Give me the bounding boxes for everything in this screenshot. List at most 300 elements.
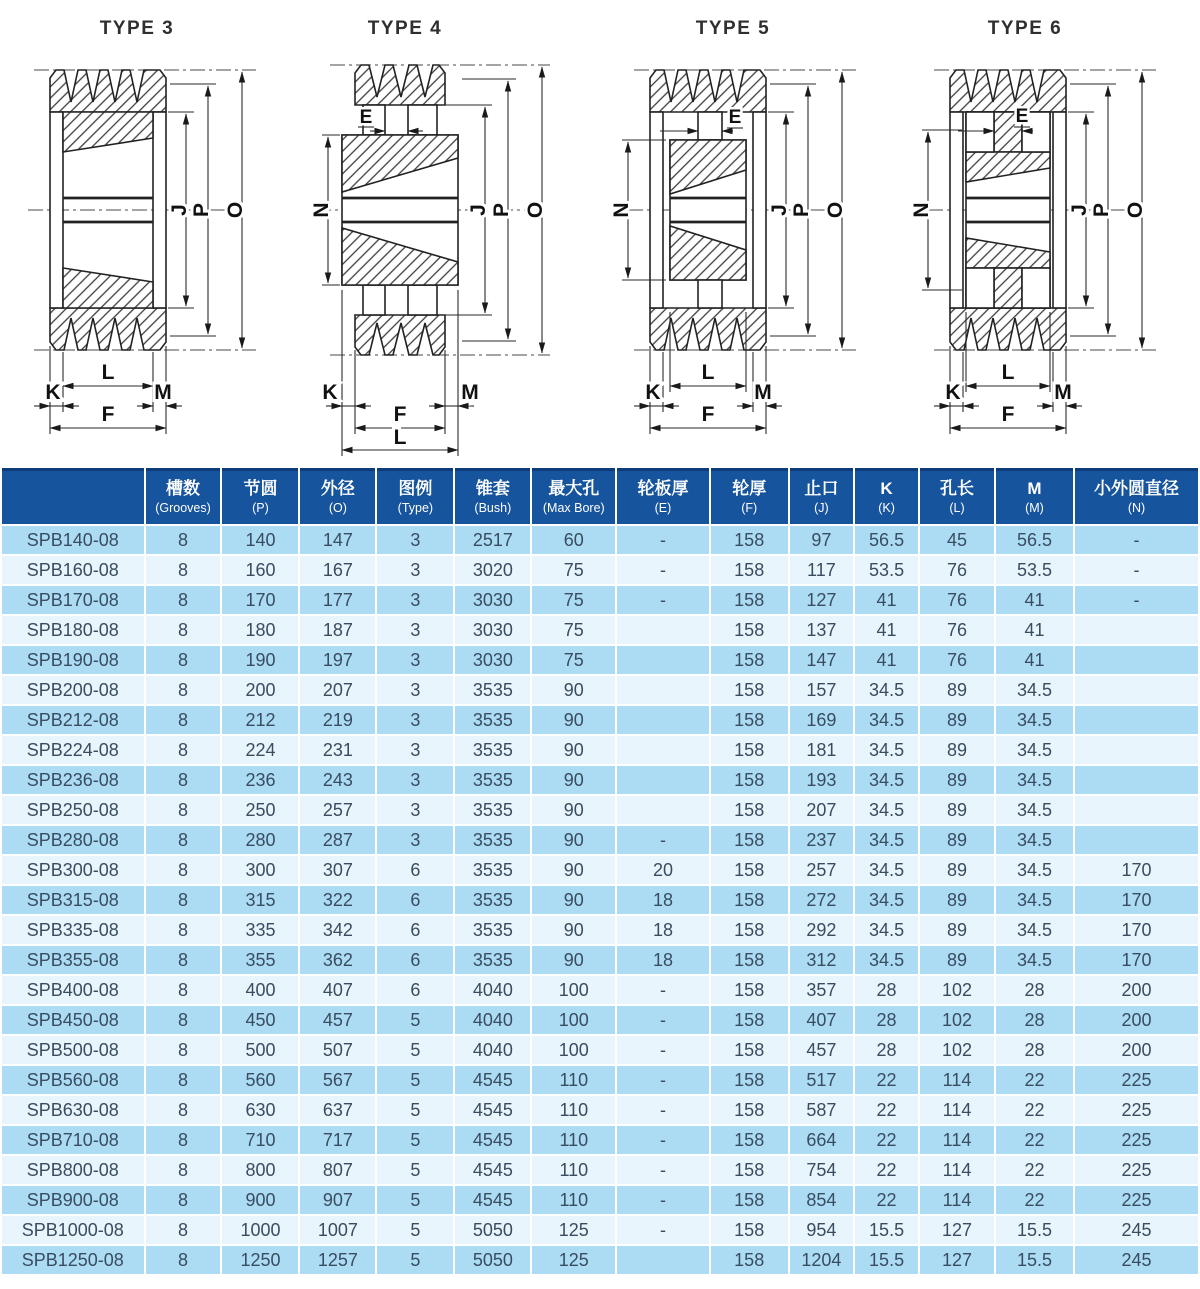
spec-cell: 3535 [455, 796, 530, 824]
spec-cell: 200 [222, 676, 298, 704]
spec-cell: 147 [790, 646, 853, 674]
spec-cell: 5 [377, 1246, 453, 1274]
spec-cell: 3535 [455, 676, 530, 704]
spec-cell: 8 [146, 1036, 221, 1064]
spec-cell [1075, 826, 1198, 854]
spec-cell: 212 [222, 706, 298, 734]
spec-cell: 236 [222, 766, 298, 794]
spec-cell: 5 [377, 1216, 453, 1244]
spec-cell: 170 [222, 586, 298, 614]
model-cell: SPB450-08 [2, 1006, 144, 1034]
spec-cell: 4040 [455, 976, 530, 1004]
spec-cell [617, 736, 708, 764]
spec-cell: 407 [790, 1006, 853, 1034]
table-row [2, 676, 1198, 704]
spec-cell: 76 [920, 586, 994, 614]
spec-cell: 34.5 [855, 826, 918, 854]
model-cell: SPB1250-08 [2, 1246, 144, 1274]
spec-cell: 335 [222, 916, 298, 944]
dim-label-p: P [1090, 202, 1113, 218]
spec-cell: 34.5 [996, 706, 1073, 734]
spec-cell: 100 [532, 976, 615, 1004]
spec-cell: 3 [377, 646, 453, 674]
spec-cell: 100 [532, 1006, 615, 1034]
model-cell: SPB800-08 [2, 1156, 144, 1184]
spec-cell: 158 [711, 1216, 788, 1244]
table-row [2, 1066, 1198, 1094]
spec-cell: 8 [146, 766, 221, 794]
spec-cell: 8 [146, 736, 221, 764]
spec-cell: 56.5 [996, 526, 1073, 554]
spec-cell: 560 [222, 1066, 298, 1094]
spec-cell: 90 [532, 736, 615, 764]
table-row [2, 586, 1198, 614]
spec-cell: 41 [855, 586, 918, 614]
spec-cell: 114 [920, 1126, 994, 1154]
spec-cell: 89 [920, 736, 994, 764]
spec-cell [1075, 706, 1198, 734]
spec-cell: 3535 [455, 766, 530, 794]
model-cell: SPB335-08 [2, 916, 144, 944]
spec-cell: 158 [711, 916, 788, 944]
diagram-title: TYPE 4 [367, 18, 443, 39]
diagram-type-5 [610, 18, 856, 434]
spec-cell: 4545 [455, 1126, 530, 1154]
spec-cell: 457 [300, 1006, 375, 1034]
dim-label-l: L [701, 361, 715, 384]
spec-cell: 2517 [455, 526, 530, 554]
spec-cell: 158 [711, 676, 788, 704]
spec-cell: 125 [532, 1246, 615, 1274]
spec-cell: 75 [532, 616, 615, 644]
dim-label-o: O [224, 201, 247, 219]
spec-cell: 3030 [455, 646, 530, 674]
pulley-cross-section [28, 70, 256, 350]
spec-cell: 158 [711, 946, 788, 974]
model-cell: SPB1000-08 [2, 1216, 144, 1244]
spec-cell: 170 [1075, 856, 1198, 884]
spec-cell: 224 [222, 736, 298, 764]
spec-cell: 117 [790, 556, 853, 584]
spec-cell: 322 [300, 886, 375, 914]
spec-cell: 637 [300, 1096, 375, 1124]
spec-cell: 158 [711, 1066, 788, 1094]
spec-cell: 158 [711, 886, 788, 914]
dim-label-e: E [728, 107, 742, 128]
diagram-title: TYPE 3 [99, 18, 175, 39]
table-row [2, 1006, 1198, 1034]
diagram-title: TYPE 6 [987, 18, 1063, 39]
spec-cell: 125 [532, 1216, 615, 1244]
spec-cell: 225 [1075, 1186, 1198, 1214]
spec-cell: 76 [920, 556, 994, 584]
dim-label-n: N [910, 202, 933, 218]
spec-cell: 250 [222, 796, 298, 824]
spec-cell: 4040 [455, 1006, 530, 1034]
spec-cell: 300 [222, 856, 298, 884]
spec-cell: 225 [1075, 1066, 1198, 1094]
spec-cell: 257 [790, 856, 853, 884]
spec-cell: 60 [532, 526, 615, 554]
spec-cell: 170 [1075, 916, 1198, 944]
spec-cell: 3535 [455, 916, 530, 944]
spec-cell: 158 [711, 1186, 788, 1214]
spec-cell: 1007 [300, 1216, 375, 1244]
model-cell: SPB212-08 [2, 706, 144, 734]
spec-cell: 3 [377, 586, 453, 614]
spec-cell: - [1075, 526, 1198, 554]
spec-cell: 170 [1075, 886, 1198, 914]
spec-cell: 127 [790, 586, 853, 614]
spec-cell: 90 [532, 676, 615, 704]
spec-cell: 114 [920, 1096, 994, 1124]
spec-cell: 193 [790, 766, 853, 794]
model-cell: SPB200-08 [2, 676, 144, 704]
spec-cell: 90 [532, 706, 615, 734]
spec-cell: 18 [617, 886, 708, 914]
spec-cell: 89 [920, 886, 994, 914]
model-cell: SPB300-08 [2, 856, 144, 884]
table-row [2, 1126, 1198, 1154]
spec-cell: 5050 [455, 1216, 530, 1244]
spec-cell: 102 [920, 1036, 994, 1064]
spec-cell [617, 1246, 708, 1274]
spec-cell: 158 [711, 826, 788, 854]
spec-cell: 114 [920, 1066, 994, 1094]
model-cell: SPB236-08 [2, 766, 144, 794]
spec-cell: 8 [146, 886, 221, 914]
dim-label-k: K [322, 381, 338, 404]
spec-cell: 127 [920, 1246, 994, 1274]
spec-cell: 8 [146, 1096, 221, 1124]
spec-cell: 8 [146, 1156, 221, 1184]
spec-cell: 34.5 [996, 766, 1073, 794]
spec-cell: 400 [222, 976, 298, 1004]
header-cell: 锥套 (Bush) [455, 468, 530, 524]
spec-cell: 717 [300, 1126, 375, 1154]
dim-label-e: E [359, 107, 373, 128]
spec-cell: 6 [377, 856, 453, 884]
spec-cell: 102 [920, 1006, 994, 1034]
spec-cell: 158 [711, 1096, 788, 1124]
dim-label-n: N [310, 202, 333, 218]
dim-label-n: N [610, 202, 633, 218]
spec-cell: 3 [377, 796, 453, 824]
spec-cell: 90 [532, 766, 615, 794]
spec-cell: 5 [377, 1126, 453, 1154]
spec-cell: 158 [711, 1156, 788, 1184]
spec-cell: 158 [711, 856, 788, 884]
spec-cell: 312 [790, 946, 853, 974]
spec-cell: 900 [222, 1186, 298, 1214]
spec-cell: 28 [855, 976, 918, 1004]
spec-cell: 22 [996, 1186, 1073, 1214]
spec-cell: 90 [532, 826, 615, 854]
dim-label-l: L [393, 426, 407, 449]
spec-cell: 3 [377, 826, 453, 854]
spec-cell: 3 [377, 676, 453, 704]
spec-cell: 854 [790, 1186, 853, 1214]
spec-cell: 158 [711, 526, 788, 554]
spec-cell: 3535 [455, 736, 530, 764]
dim-label-j: J [768, 204, 791, 216]
spec-cell: 34.5 [996, 736, 1073, 764]
spec-cell: 41 [855, 646, 918, 674]
dim-label-f: F [1001, 403, 1015, 426]
spec-cell: 28 [996, 1036, 1073, 1064]
spec-cell: 507 [300, 1036, 375, 1064]
spec-cell: 8 [146, 556, 221, 584]
model-cell: SPB280-08 [2, 826, 144, 854]
spec-cell: - [1075, 556, 1198, 584]
spec-cell [617, 796, 708, 824]
spec-cell: 243 [300, 766, 375, 794]
table-row [2, 1036, 1198, 1064]
spec-cell: 8 [146, 1006, 221, 1034]
spec-cell: 34.5 [996, 886, 1073, 914]
spec-cell: 954 [790, 1216, 853, 1244]
spec-cell [1075, 676, 1198, 704]
spec-cell: 110 [532, 1096, 615, 1124]
diagram-type-6 [910, 18, 1156, 434]
spec-cell: 8 [146, 946, 221, 974]
spec-cell: 53.5 [996, 556, 1073, 584]
spec-cell: 457 [790, 1036, 853, 1064]
spec-cell: 3535 [455, 826, 530, 854]
spec-cell: 292 [790, 916, 853, 944]
spec-cell: 158 [711, 586, 788, 614]
spec-cell: 53.5 [855, 556, 918, 584]
spec-cell: 567 [300, 1066, 375, 1094]
table-row [2, 736, 1198, 764]
spec-cell: 22 [855, 1126, 918, 1154]
spec-cell: - [617, 1096, 708, 1124]
spec-cell: 34.5 [855, 916, 918, 944]
spec-cell: 4545 [455, 1066, 530, 1094]
spec-cell: 34.5 [855, 796, 918, 824]
dim-label-l: L [101, 361, 115, 384]
spec-cell: 22 [855, 1066, 918, 1094]
dim-label-p: P [190, 202, 213, 218]
table-row [2, 616, 1198, 644]
spec-cell: 41 [996, 616, 1073, 644]
spec-cell: 190 [222, 646, 298, 674]
spec-cell: - [617, 1126, 708, 1154]
spec-cell: 5 [377, 1006, 453, 1034]
model-cell: SPB224-08 [2, 736, 144, 764]
spec-cell: 89 [920, 856, 994, 884]
diagram-type-4 [310, 18, 550, 456]
spec-cell: 110 [532, 1126, 615, 1154]
spec-cell: 355 [222, 946, 298, 974]
model-cell: SPB710-08 [2, 1126, 144, 1154]
spec-cell [617, 646, 708, 674]
spec-cell: 3 [377, 736, 453, 764]
spec-cell: 3 [377, 616, 453, 644]
spec-cell: 245 [1075, 1216, 1198, 1244]
spec-cell: 187 [300, 616, 375, 644]
spec-cell: 34.5 [855, 736, 918, 764]
spec-cell: 127 [920, 1216, 994, 1244]
spec-cell: 22 [855, 1156, 918, 1184]
spec-cell: 8 [146, 586, 221, 614]
spec-cell: 158 [711, 556, 788, 584]
dim-label-m: M [754, 381, 772, 404]
spec-cell: 22 [855, 1096, 918, 1124]
table-row [2, 526, 1198, 554]
spec-cell: 34.5 [996, 676, 1073, 704]
spec-cell: 28 [855, 1036, 918, 1064]
spec-cell: 500 [222, 1036, 298, 1064]
table-row [2, 976, 1198, 1004]
table-row [2, 706, 1198, 734]
model-cell: SPB400-08 [2, 976, 144, 1004]
dim-label-o: O [824, 201, 847, 219]
spec-cell: 1000 [222, 1216, 298, 1244]
spec-cell: 28 [855, 1006, 918, 1034]
spec-cell: 158 [711, 706, 788, 734]
spec-cell: - [617, 1156, 708, 1184]
spec-cell: 4040 [455, 1036, 530, 1064]
header-cell: 最大孔 (Max Bore) [532, 468, 615, 524]
table-row [2, 826, 1198, 854]
spec-cell: 102 [920, 976, 994, 1004]
spec-cell: 4545 [455, 1096, 530, 1124]
spec-cell: 15.5 [855, 1246, 918, 1274]
spec-cell: - [617, 1066, 708, 1094]
spec-cell: 800 [222, 1156, 298, 1184]
spec-cell: 3535 [455, 856, 530, 884]
spec-cell [1075, 646, 1198, 674]
dim-label-f: F [393, 403, 407, 426]
spec-cell: 807 [300, 1156, 375, 1184]
dim-label-m: M [1054, 381, 1072, 404]
spec-cell: 181 [790, 736, 853, 764]
spec-cell: 34.5 [996, 826, 1073, 854]
header-cell: 轮板厚 (E) [617, 468, 708, 524]
spec-cell: 170 [1075, 946, 1198, 974]
spec-cell: 245 [1075, 1246, 1198, 1274]
spec-cell: 34.5 [996, 946, 1073, 974]
spec-cell: 90 [532, 796, 615, 824]
dim-label-m: M [461, 381, 479, 404]
spec-cell: - [617, 526, 708, 554]
spec-cell: 34.5 [996, 796, 1073, 824]
spec-cell: 90 [532, 946, 615, 974]
spec-cell: 8 [146, 796, 221, 824]
model-cell: SPB315-08 [2, 886, 144, 914]
dim-label-m: M [154, 381, 172, 404]
spec-cell: 200 [1075, 1006, 1198, 1034]
dim-label-l: L [1001, 361, 1015, 384]
header-cell: 图例 (Type) [377, 468, 453, 524]
spec-cell: 20 [617, 856, 708, 884]
diagram-type-3 [28, 18, 256, 434]
header-cell: K (K) [855, 468, 918, 524]
spec-cell: 587 [790, 1096, 853, 1124]
spec-cell: 90 [532, 916, 615, 944]
spec-cell: 4545 [455, 1186, 530, 1214]
dim-label-j: J [1068, 204, 1091, 216]
spec-cell: 6 [377, 946, 453, 974]
spec-cell: 56.5 [855, 526, 918, 554]
header-cell: 轮厚 (F) [711, 468, 788, 524]
header-cell: 槽数 (Grooves) [146, 468, 221, 524]
spec-cell [617, 766, 708, 794]
spec-cell: 110 [532, 1066, 615, 1094]
spec-cell: 22 [996, 1156, 1073, 1184]
table-row [2, 1186, 1198, 1214]
spec-cell: 110 [532, 1186, 615, 1214]
spec-cell: 280 [222, 826, 298, 854]
spec-cell: 15.5 [996, 1216, 1073, 1244]
table-row [2, 916, 1198, 944]
spec-cell: 1250 [222, 1246, 298, 1274]
spec-cell: 207 [790, 796, 853, 824]
header-row [2, 468, 1198, 524]
spec-cell: 22 [996, 1066, 1073, 1094]
spec-cell: 76 [920, 646, 994, 674]
spec-cell: 34.5 [996, 916, 1073, 944]
diagram-title: TYPE 5 [695, 18, 771, 39]
table-row [2, 946, 1198, 974]
dim-label-k: K [645, 381, 661, 404]
spec-cell: 664 [790, 1126, 853, 1154]
spec-cell: 225 [1075, 1096, 1198, 1124]
spec-cell: 140 [222, 526, 298, 554]
spec-cell: 45 [920, 526, 994, 554]
spec-cell: 6 [377, 976, 453, 1004]
model-cell: SPB560-08 [2, 1066, 144, 1094]
dim-label-f: F [101, 403, 115, 426]
spec-cell: 158 [711, 976, 788, 1004]
model-cell: SPB500-08 [2, 1036, 144, 1064]
spec-cell: 450 [222, 1006, 298, 1034]
table-row [2, 856, 1198, 884]
spec-cell: 3030 [455, 616, 530, 644]
spec-cell: 158 [711, 766, 788, 794]
spec-cell: 34.5 [855, 706, 918, 734]
spec-cell: 3535 [455, 706, 530, 734]
spec-cell: 41 [996, 586, 1073, 614]
dim-label-p: P [790, 202, 813, 218]
spec-cell: 75 [532, 586, 615, 614]
spec-cell: 3535 [455, 946, 530, 974]
spec-cell: 97 [790, 526, 853, 554]
spec-cell: 907 [300, 1186, 375, 1214]
spec-cell: 5 [377, 1066, 453, 1094]
spec-cell: 231 [300, 736, 375, 764]
spec-cell: 3020 [455, 556, 530, 584]
spec-cell: 90 [532, 856, 615, 884]
spec-cell: 272 [790, 886, 853, 914]
table-row [2, 886, 1198, 914]
spec-cell: - [617, 556, 708, 584]
spec-cell: 34.5 [855, 946, 918, 974]
spec-cell: 158 [711, 796, 788, 824]
spec-cell: 114 [920, 1156, 994, 1184]
spec-cell: 22 [996, 1126, 1073, 1154]
header-cell: 止口 (J) [790, 468, 853, 524]
header-cell: 小外圆直径 (N) [1075, 468, 1198, 524]
spec-cell: 197 [300, 646, 375, 674]
spec-cell: 8 [146, 706, 221, 734]
spec-cell: 18 [617, 946, 708, 974]
spec-cell: 158 [711, 1126, 788, 1154]
spec-cell: 8 [146, 1216, 221, 1244]
spec-cell: - [617, 1036, 708, 1064]
spec-cell: - [617, 1006, 708, 1034]
